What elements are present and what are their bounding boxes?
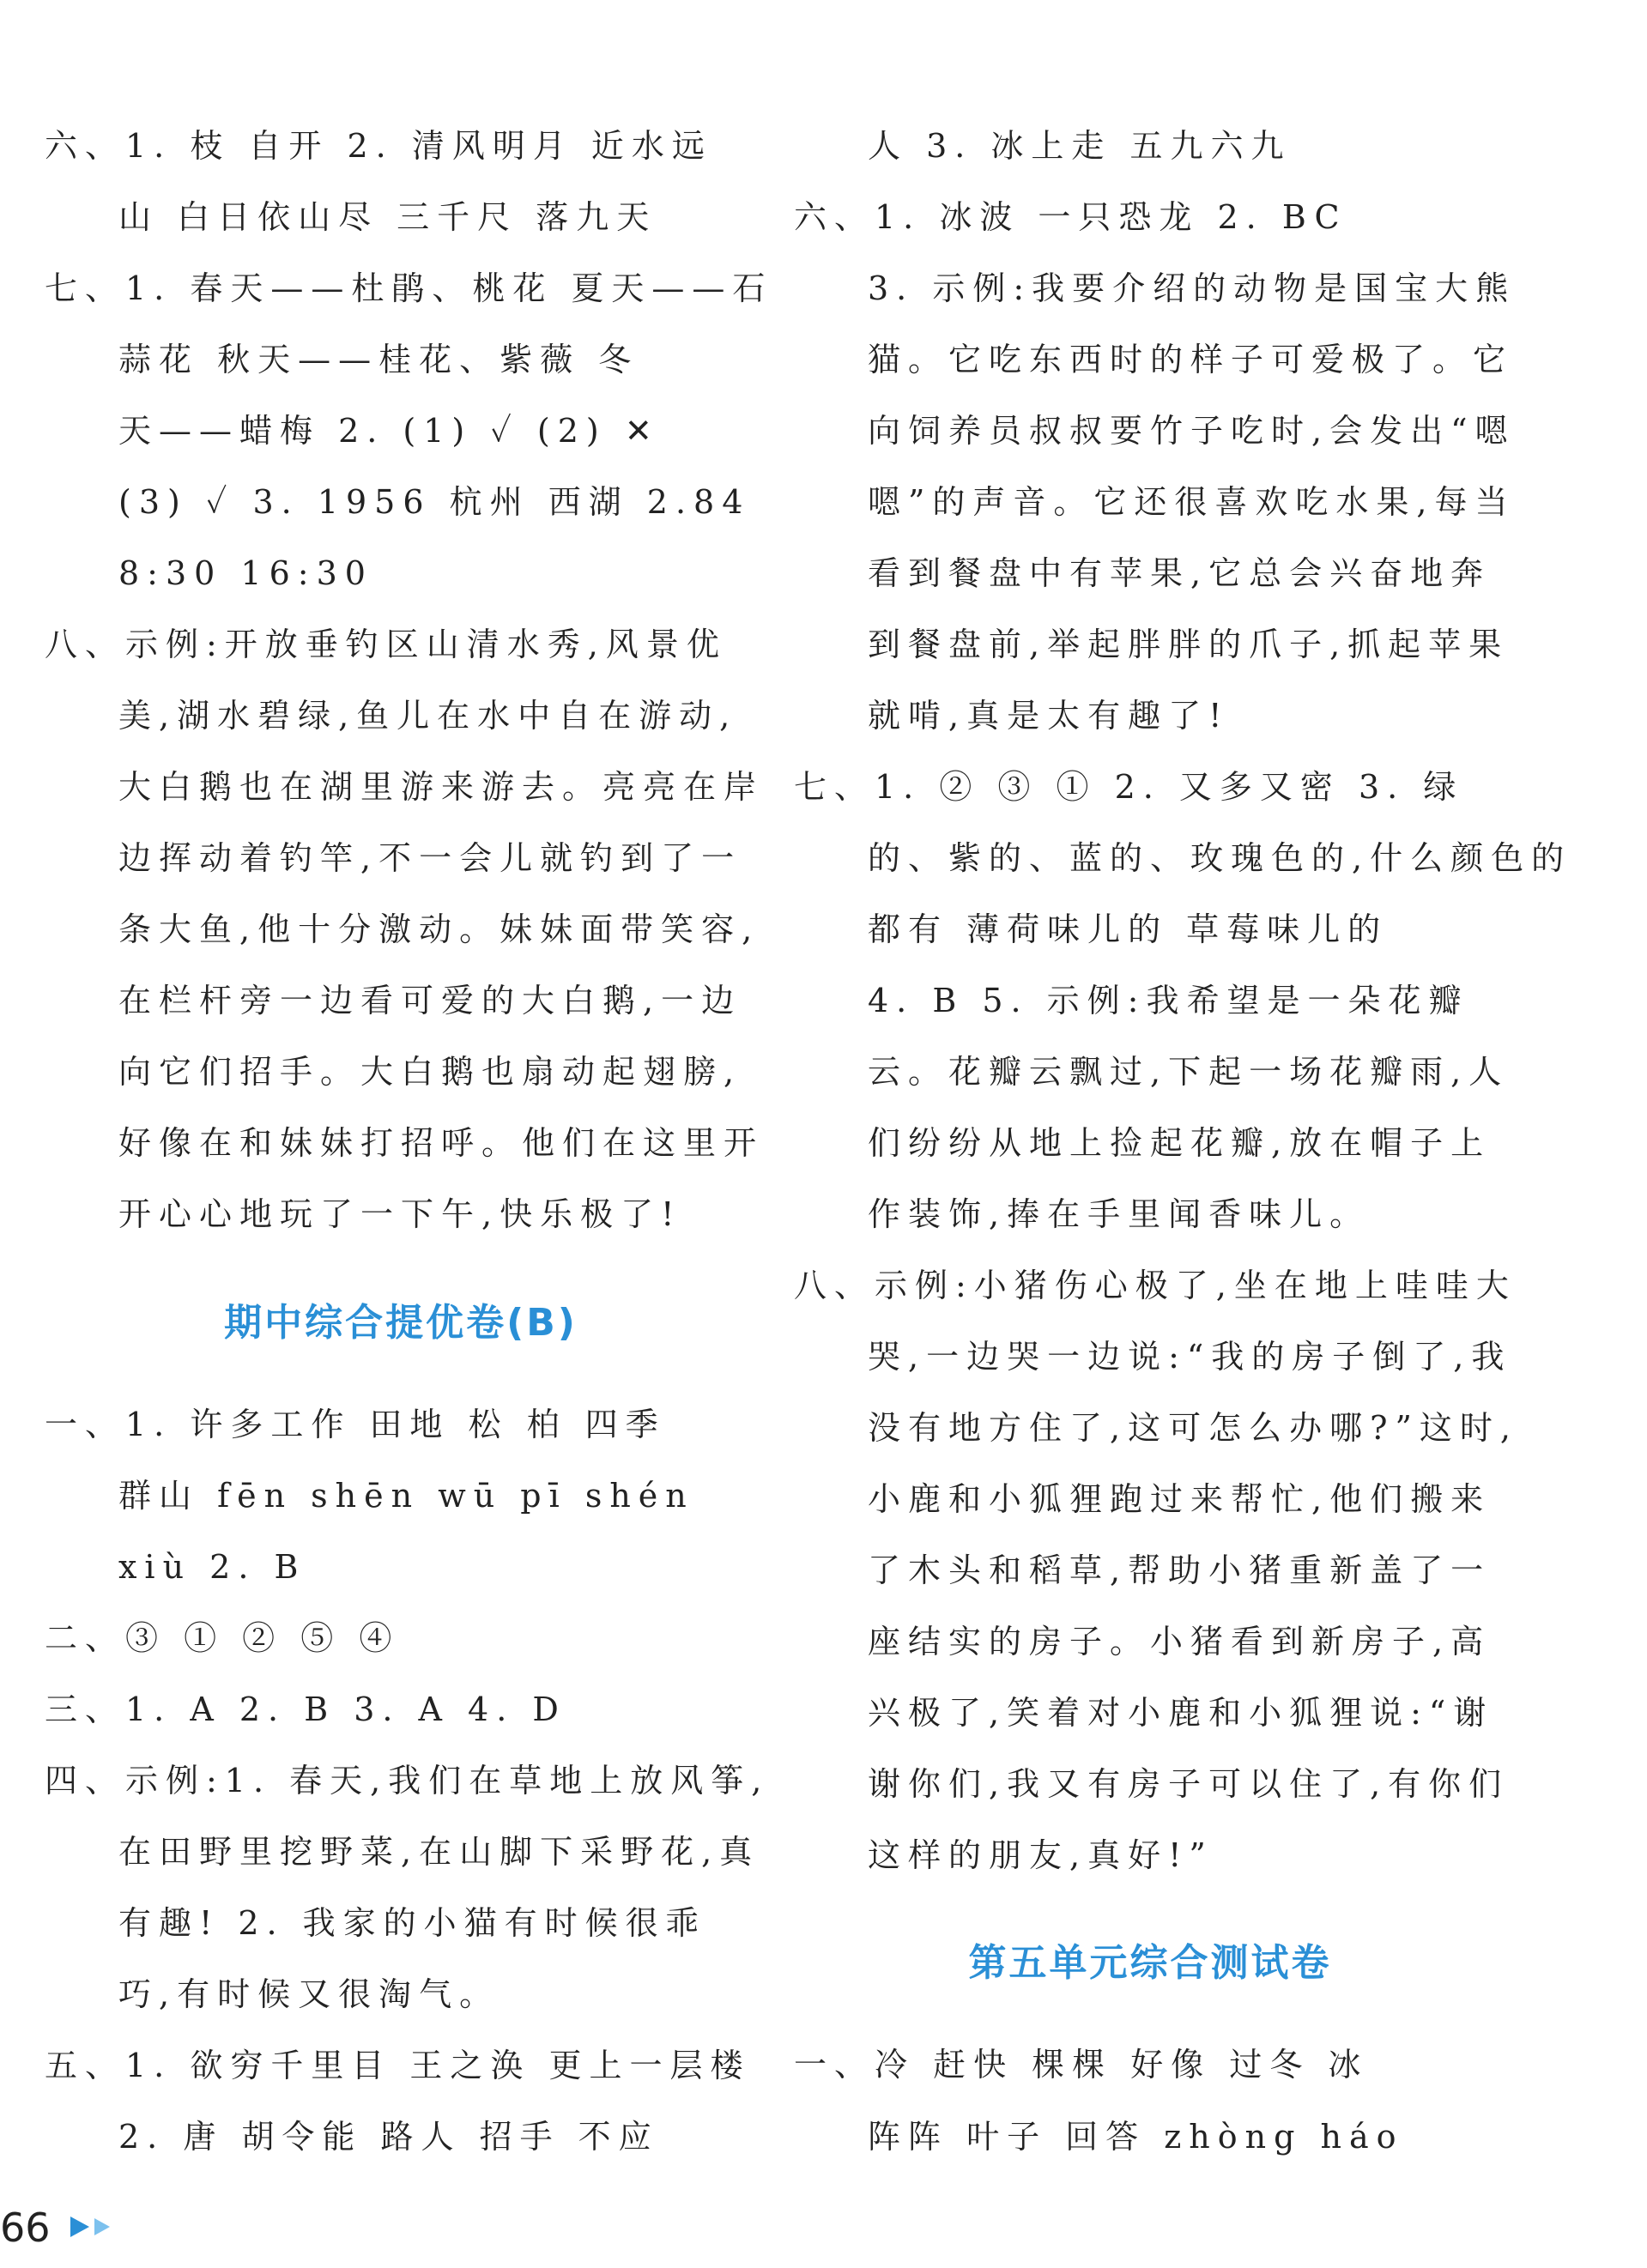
answer-line: 一、1. 许多工作 田地 松 柏 四季	[45, 1406, 666, 1443]
answer-line: xiù 2. B	[118, 1548, 306, 1586]
answer-line: 美,湖水碧绿,鱼儿在水中自在游动,	[118, 697, 738, 735]
answer-line: 到餐盘前,举起胖胖的爪子,抓起苹果	[868, 626, 1510, 663]
answer-line: 在田野里挖野菜,在山脚下采野花,真	[118, 1833, 760, 1871]
answer-line: 人 3. 冰上走 五九六九	[868, 127, 1292, 165]
answer-line: 在栏杆旁一边看可爱的大白鹅,一边	[118, 982, 742, 1019]
answer-line: 都有 薄荷味儿的 草莓味儿的	[868, 910, 1389, 948]
answer-line: 蒜花 秋天——桂花、紫薇 冬	[118, 341, 639, 378]
answer-line: 天——蜡梅 2. (1) ✓ (2) ✕	[118, 412, 660, 450]
answer-line: 一、冷 赶快 棵棵 好像 过冬 冰	[794, 2046, 1369, 2084]
answer-line: 8:30 16:30	[118, 554, 373, 592]
answer-line: 七、1. 春天——杜鹃、桃花 夏天——石	[45, 269, 773, 307]
answer-line: 的、紫的、蓝的、玫瑰色的,什么颜色的	[868, 839, 1572, 877]
answer-line: 小鹿和小狐狸跑过来帮忙,他们搬来	[868, 1480, 1492, 1518]
answer-line: 群山 fēn shēn wū pī shén	[118, 1477, 694, 1515]
answer-line: 就啃,真是太有趣了!	[868, 697, 1230, 735]
answer-line: 八、示例:小猪伤心极了,坐在地上哇哇大	[794, 1267, 1517, 1304]
answer-line: 们纷纷从地上捡起花瓣,放在帽子上	[868, 1124, 1492, 1162]
answer-line: 嗯”的声音。它还很喜欢吃水果,每当	[868, 483, 1516, 521]
answer-line: 兴极了,笑着对小鹿和小狐狸说:“谢	[868, 1694, 1494, 1732]
answer-line: 座结实的房子。小猪看到新房子,高	[868, 1623, 1492, 1660]
answer-line: 作装饰,捧在手里闻香味儿。	[868, 1195, 1371, 1233]
answer-line: 向它们招手。大白鹅也扇动起翅膀,	[118, 1053, 742, 1091]
answer-line: 猫。它吃东西时的样子可爱极了。它	[868, 341, 1514, 378]
answer-line: 大白鹅也在湖里游来游去。亮亮在岸	[118, 768, 765, 806]
answer-line: 二、③ ① ② ⑤ ④	[45, 1619, 400, 1657]
answer-line: 云。花瓣云飘过,下起一场花瓣雨,人	[868, 1053, 1510, 1091]
answer-line: 巧,有时候又很淘气。	[118, 1975, 500, 2013]
answer-line: 这样的朋友,真好!”	[868, 1836, 1214, 1874]
answer-line: 四、示例:1. 春天,我们在草地上放风筝,	[45, 1762, 770, 1799]
right-column	[794, 0, 1572, 2268]
answer-line: 看到餐盘中有苹果,它总会兴奋地奔	[868, 554, 1492, 592]
answer-line: 八、示例:开放垂钓区山清水秀,风景优	[45, 626, 727, 663]
answer-line: 了木头和稻草,帮助小猪重新盖了一	[868, 1551, 1492, 1589]
answer-line: 条大鱼,他十分激动。妹妹面带笑容,	[118, 910, 760, 948]
answer-line: (3) ✓ 3. 1956 杭州 西湖 2.84	[118, 483, 751, 521]
answer-line: 好像在和妹妹打招呼。他们在这里开	[118, 1124, 765, 1162]
answer-line: 有趣! 2. 我家的小猫有时候很乖	[118, 1904, 706, 1942]
answer-line: 4. B 5. 示例:我希望是一朵花瓣	[868, 982, 1469, 1019]
answer-line: 向饲养员叔叔要竹子吃时,会发出“嗯	[868, 412, 1516, 450]
answer-line: 边挥动着钓竿,不一会儿就钓到了一	[118, 839, 742, 877]
left-column	[45, 0, 773, 2268]
answer-line: 2. 唐 胡令能 路人 招手 不应	[118, 2118, 659, 2156]
answer-line: 哭,一边哭一边说:“我的房子倒了,我	[868, 1338, 1512, 1376]
answer-line: 开心心地玩了一下午,快乐极了!	[118, 1195, 682, 1233]
page-number: 66	[0, 2204, 51, 2251]
section-title-unit5-test: 第五单元综合测试卷	[968, 1941, 1332, 1985]
answer-line: 没有地方住了,这可怎么办哪?”这时,	[868, 1409, 1518, 1447]
answer-line: 3. 示例:我要介绍的动物是国宝大熊	[868, 269, 1517, 307]
section-title-midterm-b: 期中综合提优卷(B)	[224, 1301, 578, 1345]
answer-line: 五、1. 欲穷千里目 王之涣 更上一层楼	[45, 2047, 751, 2084]
answer-line: 三、1. A 2. B 3. A 4. D	[45, 1690, 566, 1728]
answer-line: 山 白日依山尽 三千尺 落九天	[118, 198, 657, 236]
answer-line: 谢你们,我又有房子可以住了,有你们	[868, 1765, 1510, 1803]
answer-line: 阵阵 叶子 回答 zhòng háo	[868, 2118, 1404, 2156]
answer-line: 七、1. ② ③ ① 2. 又多又密 3. 绿	[794, 768, 1464, 806]
answer-line: 六、1. 枝 自开 2. 清风明月 近水远	[45, 127, 712, 165]
answer-line: 六、1. 冰波 一只恐龙 2. BC	[794, 198, 1347, 236]
double-triangle-right-icon	[70, 2211, 118, 2242]
